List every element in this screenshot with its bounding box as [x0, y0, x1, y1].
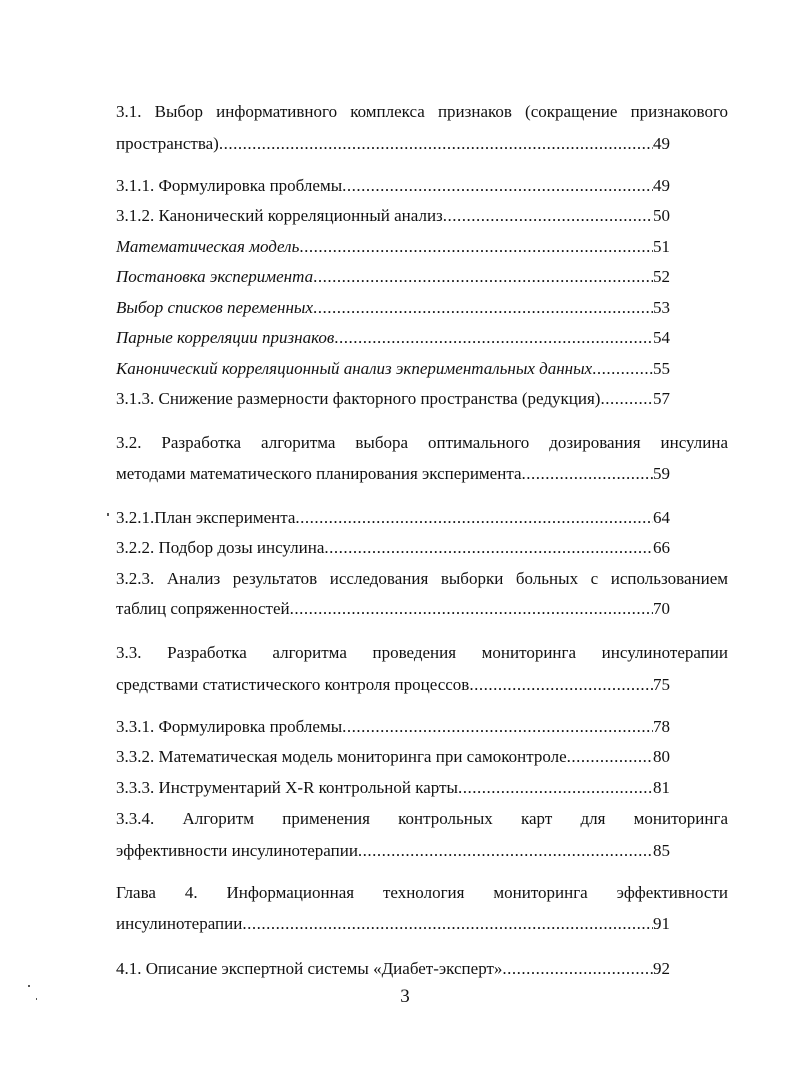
toc-entry-title: 3.2.1.План эксперимента — [116, 508, 296, 527]
leader-dots — [334, 325, 653, 351]
toc-entry-chapter-4-line2 — [116, 911, 670, 937]
toc-entry-chapter-4-line1: Глава 4. Информационная технология мониторинга эффективности — [116, 883, 728, 902]
scan-speck — [28, 985, 30, 987]
leader-dots — [324, 535, 653, 561]
toc-entry-3-2-3-line2 — [116, 596, 670, 622]
leader-dots — [592, 356, 653, 382]
toc-entry-3-1-2 — [116, 203, 670, 229]
toc-entry-title: методами математического планирования эксперимента — [116, 464, 522, 483]
leader-dots — [522, 461, 653, 487]
leader-dots — [458, 775, 653, 801]
toc-entry-title: Постановка эксперимента — [116, 267, 314, 286]
toc-entry-3-2-2 — [116, 535, 670, 561]
leader-dots — [502, 956, 653, 982]
toc-entry-title: 3.1.2. Канонический корреляционный анализ — [116, 206, 443, 225]
scan-speck — [36, 998, 37, 1000]
toc-page-number: 49 — [653, 134, 670, 153]
toc-page-number: 81 — [653, 778, 670, 797]
toc-entry-title: 3.3.2. Математическая модель мониторинга при самоконтроле — [116, 747, 567, 766]
leader-dots — [313, 264, 653, 290]
toc-entry-title: 3.2.2. Подбор дозы инсулина — [116, 538, 325, 557]
toc-entry-3-3-line1: 3.3. Разработка алгоритма проведения мониторинга инсулинотерапии — [116, 643, 728, 662]
toc-entry-title: 4.1. Описание экспертной системы «Диабет-эксперт» — [116, 959, 503, 978]
leader-dots — [219, 131, 653, 157]
toc-entry-4-1 — [116, 956, 670, 982]
toc-entry-3-3-2 — [116, 744, 670, 770]
toc-entry-pair-correlations — [116, 325, 670, 351]
toc-entry-3-1-line1: 3.1. Выбор информативного комплекса признаков (сокращение признакового — [116, 102, 728, 121]
toc-entry-title: эффективности инсулинотерапии — [116, 841, 358, 860]
toc-entry-3-1-line2 — [116, 131, 670, 157]
toc-entry-math-model — [116, 234, 670, 260]
leader-dots — [567, 744, 653, 770]
toc-page-number: 51 — [653, 237, 670, 256]
toc-entry-title: Математическая модель — [116, 237, 300, 256]
toc-page-number: 64 — [653, 508, 670, 527]
toc-entry-3-3-3 — [116, 775, 670, 801]
leader-dots — [469, 672, 653, 698]
toc-entry-3-3-4-line1: 3.3.4. Алгоритм применения контрольных карт для мониторинга — [116, 809, 728, 828]
toc-entry-3-3-1 — [116, 714, 670, 740]
toc-entry-3-2-1 — [116, 505, 670, 531]
leader-dots — [299, 234, 653, 260]
leader-dots — [242, 911, 653, 937]
toc-page-number: 80 — [653, 747, 670, 766]
scan-speck — [107, 513, 109, 516]
toc-entry-title: пространства) — [116, 134, 219, 153]
toc-page-number: 52 — [653, 267, 670, 286]
toc-entry-3-1-3 — [116, 386, 670, 412]
toc-page-number: 53 — [653, 298, 670, 317]
toc-page-number: 49 — [653, 176, 670, 195]
toc-page-number: 50 — [653, 206, 670, 225]
toc-entry-title: инсулинотерапии — [116, 914, 243, 933]
toc-page-number: 70 — [653, 599, 670, 618]
toc-entry-3-2-3-line1: 3.2.3. Анализ результатов исследования выборки больных с использованием — [116, 569, 728, 588]
leader-dots — [342, 714, 653, 740]
page-number: 3 — [400, 986, 410, 1007]
leader-dots — [313, 295, 653, 321]
toc-page-number: 59 — [653, 464, 670, 483]
toc-entry-3-2-line2 — [116, 461, 670, 487]
toc-entry-title: Выбор списков переменных — [116, 298, 313, 317]
toc-entry-title: 3.1.1. Формулировка проблемы — [116, 176, 343, 195]
toc-page-number: 78 — [653, 717, 670, 736]
toc-entry-title: 3.3.1. Формулировка проблемы — [116, 717, 343, 736]
toc-page-number: 75 — [653, 675, 670, 694]
leader-dots — [295, 505, 653, 531]
leader-dots — [290, 596, 653, 622]
toc-entry-title: таблиц сопряженностей — [116, 599, 290, 618]
toc-page-number: 54 — [653, 328, 670, 347]
toc-page-number: 91 — [653, 914, 670, 933]
leader-dots — [600, 386, 653, 412]
toc-page-number: 92 — [653, 959, 670, 978]
toc-entry-3-2-line1: 3.2. Разработка алгоритма выбора оптимального дозирования инсулина — [116, 433, 728, 452]
toc-page-number: 66 — [653, 538, 670, 557]
leader-dots — [443, 203, 653, 229]
toc-entry-experiment-setup — [116, 264, 670, 290]
leader-dots — [342, 173, 653, 199]
toc-page-number: 85 — [653, 841, 670, 860]
toc-entry-3-3-4-line2 — [116, 838, 670, 864]
toc-page-number: 55 — [653, 359, 670, 378]
toc-entry-3-3-line2 — [116, 672, 670, 698]
toc-page-number: 57 — [653, 389, 670, 408]
toc-entry-title: Парные корреляции признаков — [116, 328, 335, 347]
leader-dots — [358, 838, 653, 864]
toc-entry-title: Канонический корреляционный анализ экпериментальных данных — [116, 359, 593, 378]
toc-entry-3-1-1 — [116, 173, 670, 199]
toc-entry-variable-lists — [116, 295, 670, 321]
toc-entry-title: 3.1.3. Снижение размерности факторного пространства (редукция) — [116, 389, 601, 408]
toc-entry-title: средствами статистического контроля процессов — [116, 675, 470, 694]
toc-entry-title: 3.3.3. Инструментарий X-R контрольной карты — [116, 778, 458, 797]
toc-entry-canonical-analysis-data — [116, 356, 670, 382]
